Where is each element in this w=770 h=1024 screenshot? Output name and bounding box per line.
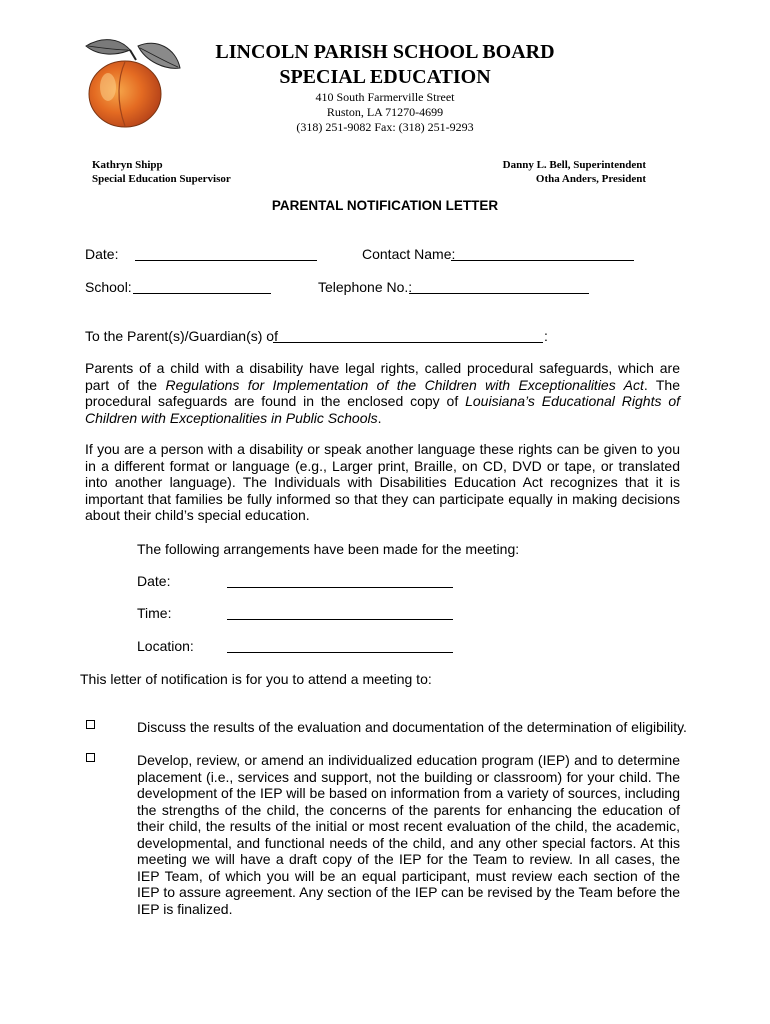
purpose-intro: This letter of notification is for you to attend a meeting to:: [80, 671, 432, 687]
date-blank[interactable]: [135, 247, 317, 261]
to-parents-label: To the Parent(s)/Guardian(s) of: [85, 328, 278, 344]
meeting-time-blank[interactable]: [227, 606, 453, 620]
meeting-location-label: Location:: [137, 638, 194, 654]
option-iep: Develop, review, or amend an individualized education program (IEP) and to determine placement (i.e., services and support, not the building or classroom) for your child. The development of the IEP will be based on information from a variety of sources, including the strengths of the child, the concerns of the parents for enhancing the education of their child, the results of the initial or most recent evaluation of the child, the academic, developmental, and functional needs of the child, and any other special factors. At this meeting we will have a draft copy of the IEP for the Team to review. In all cases, the IEP Team, of which you will be an equal participant, must review each section of the IEP to assure agreement. Any section of the IEP can be revised by the Team before the IEP is finalized.: [137, 752, 680, 917]
org-name-line2: SPECIAL EDUCATION: [279, 66, 491, 88]
checkbox-icon[interactable]: [86, 720, 95, 729]
contact-blank[interactable]: [451, 247, 634, 261]
rights-document-title: Louisiana’s Educational Rights of Children with Exceptionalities in Public Schools: [85, 393, 680, 426]
supervisor-title: Special Education Supervisor: [92, 173, 231, 185]
peach-logo-icon: [80, 32, 190, 132]
checkbox-icon[interactable]: [86, 753, 95, 762]
contact-label: Contact Name:: [362, 246, 456, 262]
date-field: [85, 246, 118, 263]
meeting-date-label: Date:: [137, 573, 171, 589]
supervisor-name: Kathryn Shipp: [92, 159, 163, 171]
to-parents-field: [85, 328, 278, 345]
option-eligibility: Discuss the results of the evaluation and documentation of the determination of eligibility.: [137, 719, 687, 735]
date-label: Date:: [85, 246, 119, 262]
meeting-location-blank[interactable]: [227, 639, 453, 653]
telephone-label: Telephone No.:: [318, 279, 413, 295]
phone-fax: (318) 251-9082 Fax: (318) 251-9293: [296, 120, 474, 134]
arrangements-intro: The following arrangements have been made for the meeting:: [137, 541, 520, 557]
school-field: [85, 279, 132, 296]
contact-field: [362, 246, 455, 263]
regulations-title: Regulations for Implementation of the Children with Exceptionalities Act: [165, 376, 644, 393]
para1-text-e: .: [377, 409, 382, 426]
to-parents-colon: :: [544, 328, 548, 344]
para1-text-c: . The procedural safeguards are found in the enclosed copy of: [85, 376, 680, 409]
telephone-blank[interactable]: [409, 280, 589, 294]
child-name-blank[interactable]: [273, 329, 543, 343]
school-blank[interactable]: [133, 280, 271, 294]
school-label: School:: [85, 279, 132, 295]
meeting-date-blank[interactable]: [227, 574, 453, 588]
address-city: Ruston, LA 71270-4699: [326, 105, 444, 119]
org-name-line1: LINCOLN PARISH SCHOOL BOARD: [215, 41, 555, 63]
president: Otha Anders, President: [535, 173, 646, 185]
superintendent: Danny L. Bell, Superintendent: [502, 159, 646, 171]
telephone-field: [318, 279, 412, 296]
safeguards-paragraph: [85, 360, 680, 426]
para1-text-a: Parents of a child with a disability have legal rights, called procedural safeguards, which are part of the: [85, 360, 680, 393]
address-street: 410 South Farmerville Street: [315, 90, 455, 104]
letter-title: PARENTAL NOTIFICATION LETTER: [271, 198, 499, 213]
accessibility-paragraph: If you are a person with a disability or speak another language these rights can be given to you in a different format or language (e.g., Larger print, Braille, on CD, DVD or tape, or translated into another language). The Individuals with Disabilities Education Act recognizes that it is important that families be fully informed so that they can participate equally in making decisions about their child’s special education.: [85, 441, 680, 523]
meeting-time-label: Time:: [137, 605, 172, 621]
